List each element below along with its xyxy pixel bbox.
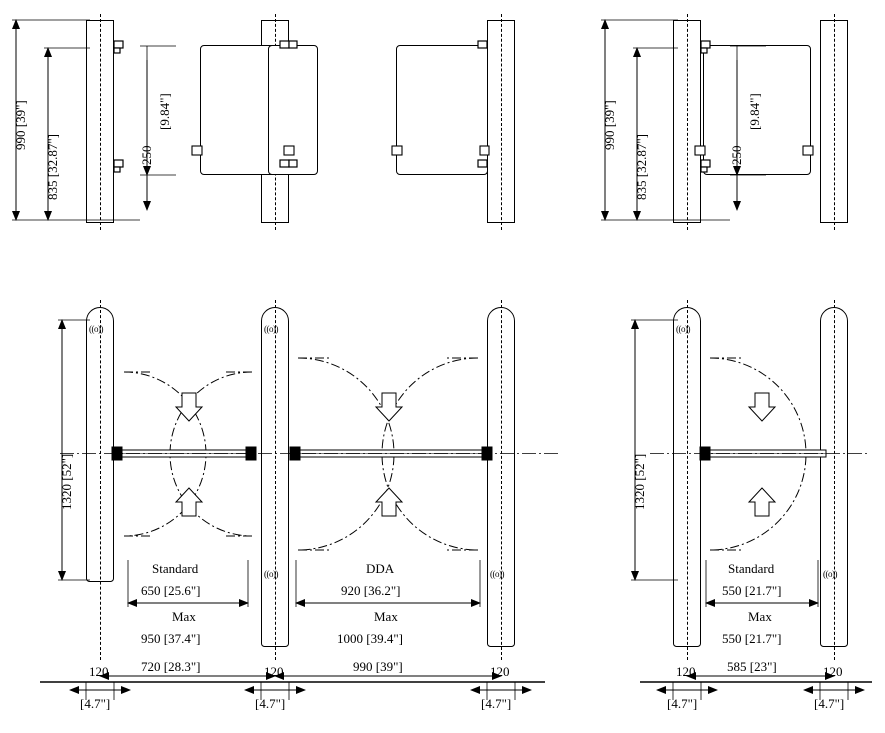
plan-right-sensor-2: ((o)) xyxy=(823,569,837,579)
plan-right-sensor-1: ((o)) xyxy=(676,324,690,334)
plan-left-lane2-max: 1000 [39.4"] xyxy=(337,631,403,646)
plan-left-sensor-2: ((o)) xyxy=(264,324,278,334)
elev-left-height-overall: 990 [39"] xyxy=(13,100,28,150)
plan-left-post1-width-mm: 120 xyxy=(89,664,109,679)
plan-right-post1-width-mm: 120 xyxy=(676,664,696,679)
plan-right-post2-width-in: [4.7"] xyxy=(814,696,845,711)
plan-right-lane-type: Standard xyxy=(728,561,775,576)
plan-left-post1-width-in: [4.7"] xyxy=(80,696,111,711)
plan-left-lane2-pitch: 990 [39"] xyxy=(353,659,403,674)
plan-left-lane1-pitch: 720 [28.3"] xyxy=(141,659,201,674)
plan-left-lane2-type: DDA xyxy=(366,561,395,576)
plan-left-lane1-max: 950 [37.4"] xyxy=(141,631,201,646)
elev-left-height-barrier: 250 xyxy=(139,145,154,165)
plan-right-lane-max: 550 [21.7"] xyxy=(722,631,782,646)
elev-right-height-barrier: 250 xyxy=(729,145,744,165)
plan-left-length: 1320 [52"] xyxy=(59,453,74,510)
plan-left-lane1-type: Standard xyxy=(152,561,199,576)
plan-right-post1-width-in: [4.7"] xyxy=(667,696,698,711)
elev-right-height-barrier-inch: [9.84"] xyxy=(747,93,762,130)
plan-left-sensor-1: ((o)) xyxy=(89,324,103,334)
elev-left-height-glass: 835 [32.87"] xyxy=(45,134,60,200)
plan-left-post3-width-in: [4.7"] xyxy=(481,696,512,711)
plan-right-lane-pitch: 585 [23"] xyxy=(727,659,777,674)
plan-left-post2-width-in: [4.7"] xyxy=(255,696,286,711)
plan-left-sensor-4: ((o)) xyxy=(490,569,504,579)
plan-right-length: 1320 [52"] xyxy=(632,453,647,510)
plan-left-lane2-max-label: Max xyxy=(374,609,398,624)
plan-left-lane2-clear: 920 [36.2"] xyxy=(341,583,401,598)
plan-right-lane-clear: 550 [21.7"] xyxy=(722,583,782,598)
plan-right-lane-max-label: Max xyxy=(748,609,772,624)
plan-left-lane1-max-label: Max xyxy=(172,609,196,624)
plan-left-post3-width-mm: 120 xyxy=(490,664,510,679)
plan-left-post2-width-mm: 120 xyxy=(264,664,284,679)
plan-right-post2-width-mm: 120 xyxy=(823,664,843,679)
elev-right-height-overall: 990 [39"] xyxy=(602,100,617,150)
elev-left-height-barrier-inch: [9.84"] xyxy=(157,93,172,130)
plan-left-lane1-clear: 650 [25.6"] xyxy=(141,583,201,598)
plan-left-sensor-3: ((o)) xyxy=(264,569,278,579)
elev-right-height-glass: 835 [32.87"] xyxy=(634,134,649,200)
